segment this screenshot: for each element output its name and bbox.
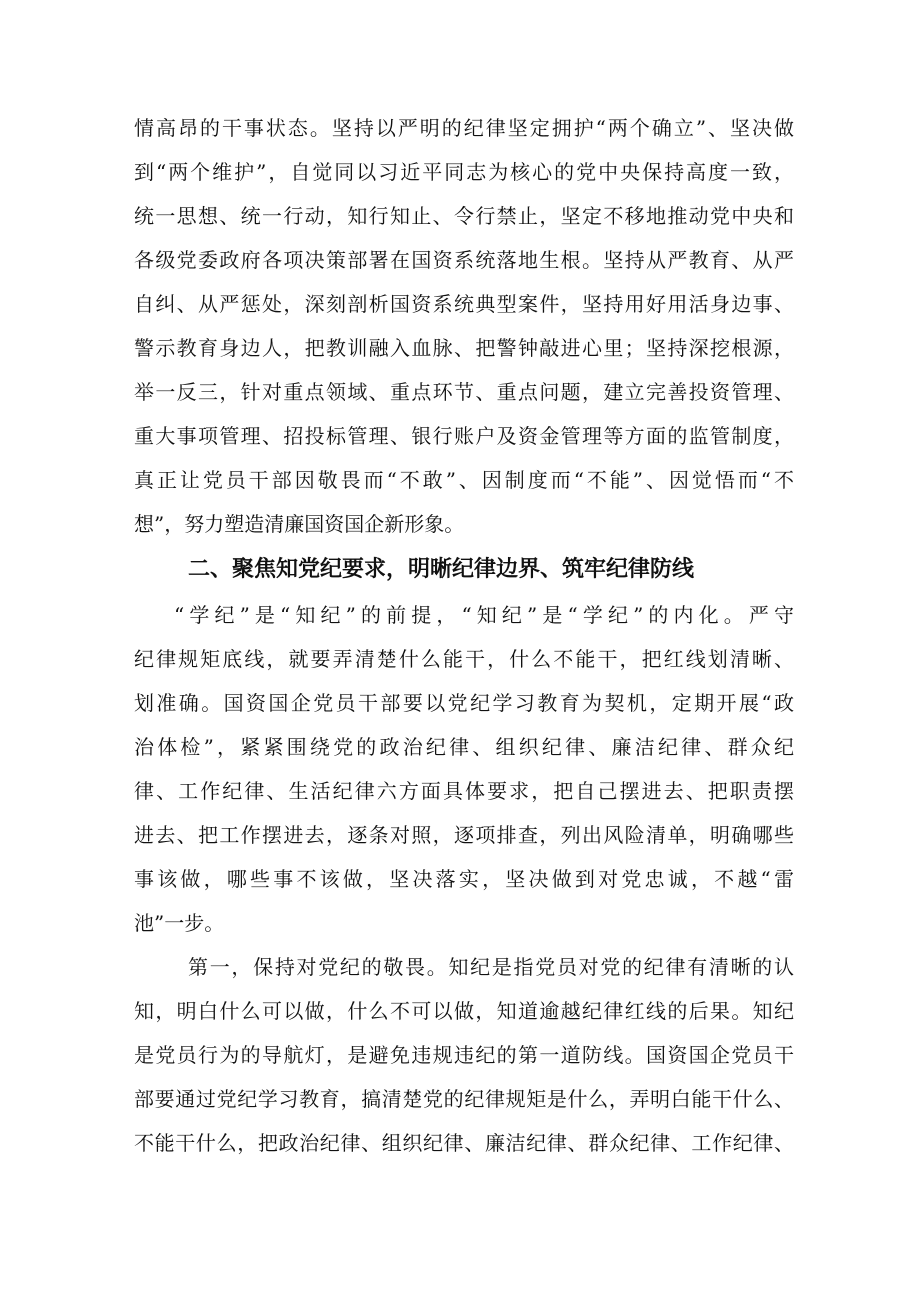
paragraph-1-line: 举一反三，针对重点领域、重点环节、重点问题，建立完善投资管理、	[134, 380, 794, 404]
paragraph-1-line: 重大事项管理、招投标管理、银行账户及资金管理等方面的监管制度，	[134, 424, 794, 448]
paragraph-1-line: 想”，努力塑造清廉国资国企新形象。	[134, 512, 465, 536]
paragraph-2-line: 划准确。国资国企党员干部要以党纪学习教育为契机，定期开展“政	[134, 691, 794, 715]
paragraph-3-line: 部要通过党纪学习教育，搞清楚党的纪律规矩是什么，弄明白能干什么、	[134, 1087, 794, 1111]
paragraph-3-line: 不能干什么，把政治纪律、组织纪律、廉洁纪律、群众纪律、工作纪律、	[134, 1131, 794, 1155]
paragraph-2-line: “学纪”是“知纪”的前提，“知纪”是“学纪”的内化。严守	[174, 603, 794, 627]
paragraph-1-line: 统一思想、统一行动，知行知止、令行禁止，坚定不移地推动党中央和	[134, 204, 794, 228]
paragraph-2-line: 纪律规矩底线，就要弄清楚什么能干，什么不能干，把红线划清晰、	[134, 647, 794, 671]
paragraph-1-line: 到“两个维护”，自觉同以习近平同志为核心的党中央保持高度一致，	[134, 160, 794, 184]
paragraph-1-line: 警示教育身边人，把教训融入血脉、把警钟敲进心里；坚持深挖根源，	[134, 336, 794, 360]
paragraph-2-line: 律、工作纪律、生活纪律六方面具体要求，把自己摆进去、把职责摆	[134, 779, 794, 803]
paragraph-3-line: 知，明白什么可以做，什么不可以做，知道逾越纪律红线的后果。知纪	[134, 999, 794, 1023]
paragraph-1-line: 情高昂的干事状态。坚持以严明的纪律坚定拥护“两个确立”、坚决做	[134, 116, 794, 140]
paragraph-2-line: 事该做，哪些事不该做，坚决落实，坚决做到对党忠诚，不越“雷	[134, 867, 794, 891]
paragraph-2-line: 池”一步。	[134, 911, 225, 935]
paragraph-1-line: 各级党委政府各项决策部署在国资系统落地生根。坚持从严教育、从严	[134, 248, 794, 272]
paragraph-3-line: 第一，保持对党纪的敬畏。知纪是指党员对党的纪律有清晰的认	[188, 955, 794, 979]
paragraph-1-line: 真正让党员干部因敬畏而“不敢”、因制度而“不能”、因觉悟而“不	[134, 468, 794, 492]
section-heading: 二、聚焦知党纪要求，明晰纪律边界、筑牢纪律防线	[188, 557, 695, 582]
paragraph-3-line: 是党员行为的导航灯，是避免违规违纪的第一道防线。国资国企党员干	[134, 1043, 794, 1067]
paragraph-2-line: 治体检”，紧紧围绕党的政治纪律、组织纪律、廉洁纪律、群众纪	[134, 735, 794, 759]
paragraph-1-line: 自纠、从严惩处，深刻剖析国资系统典型案件，坚持用好用活身边事、	[134, 292, 794, 316]
paragraph-2-line: 进去、把工作摆进去，逐条对照，逐项排查，列出风险清单，明确哪些	[134, 823, 794, 847]
